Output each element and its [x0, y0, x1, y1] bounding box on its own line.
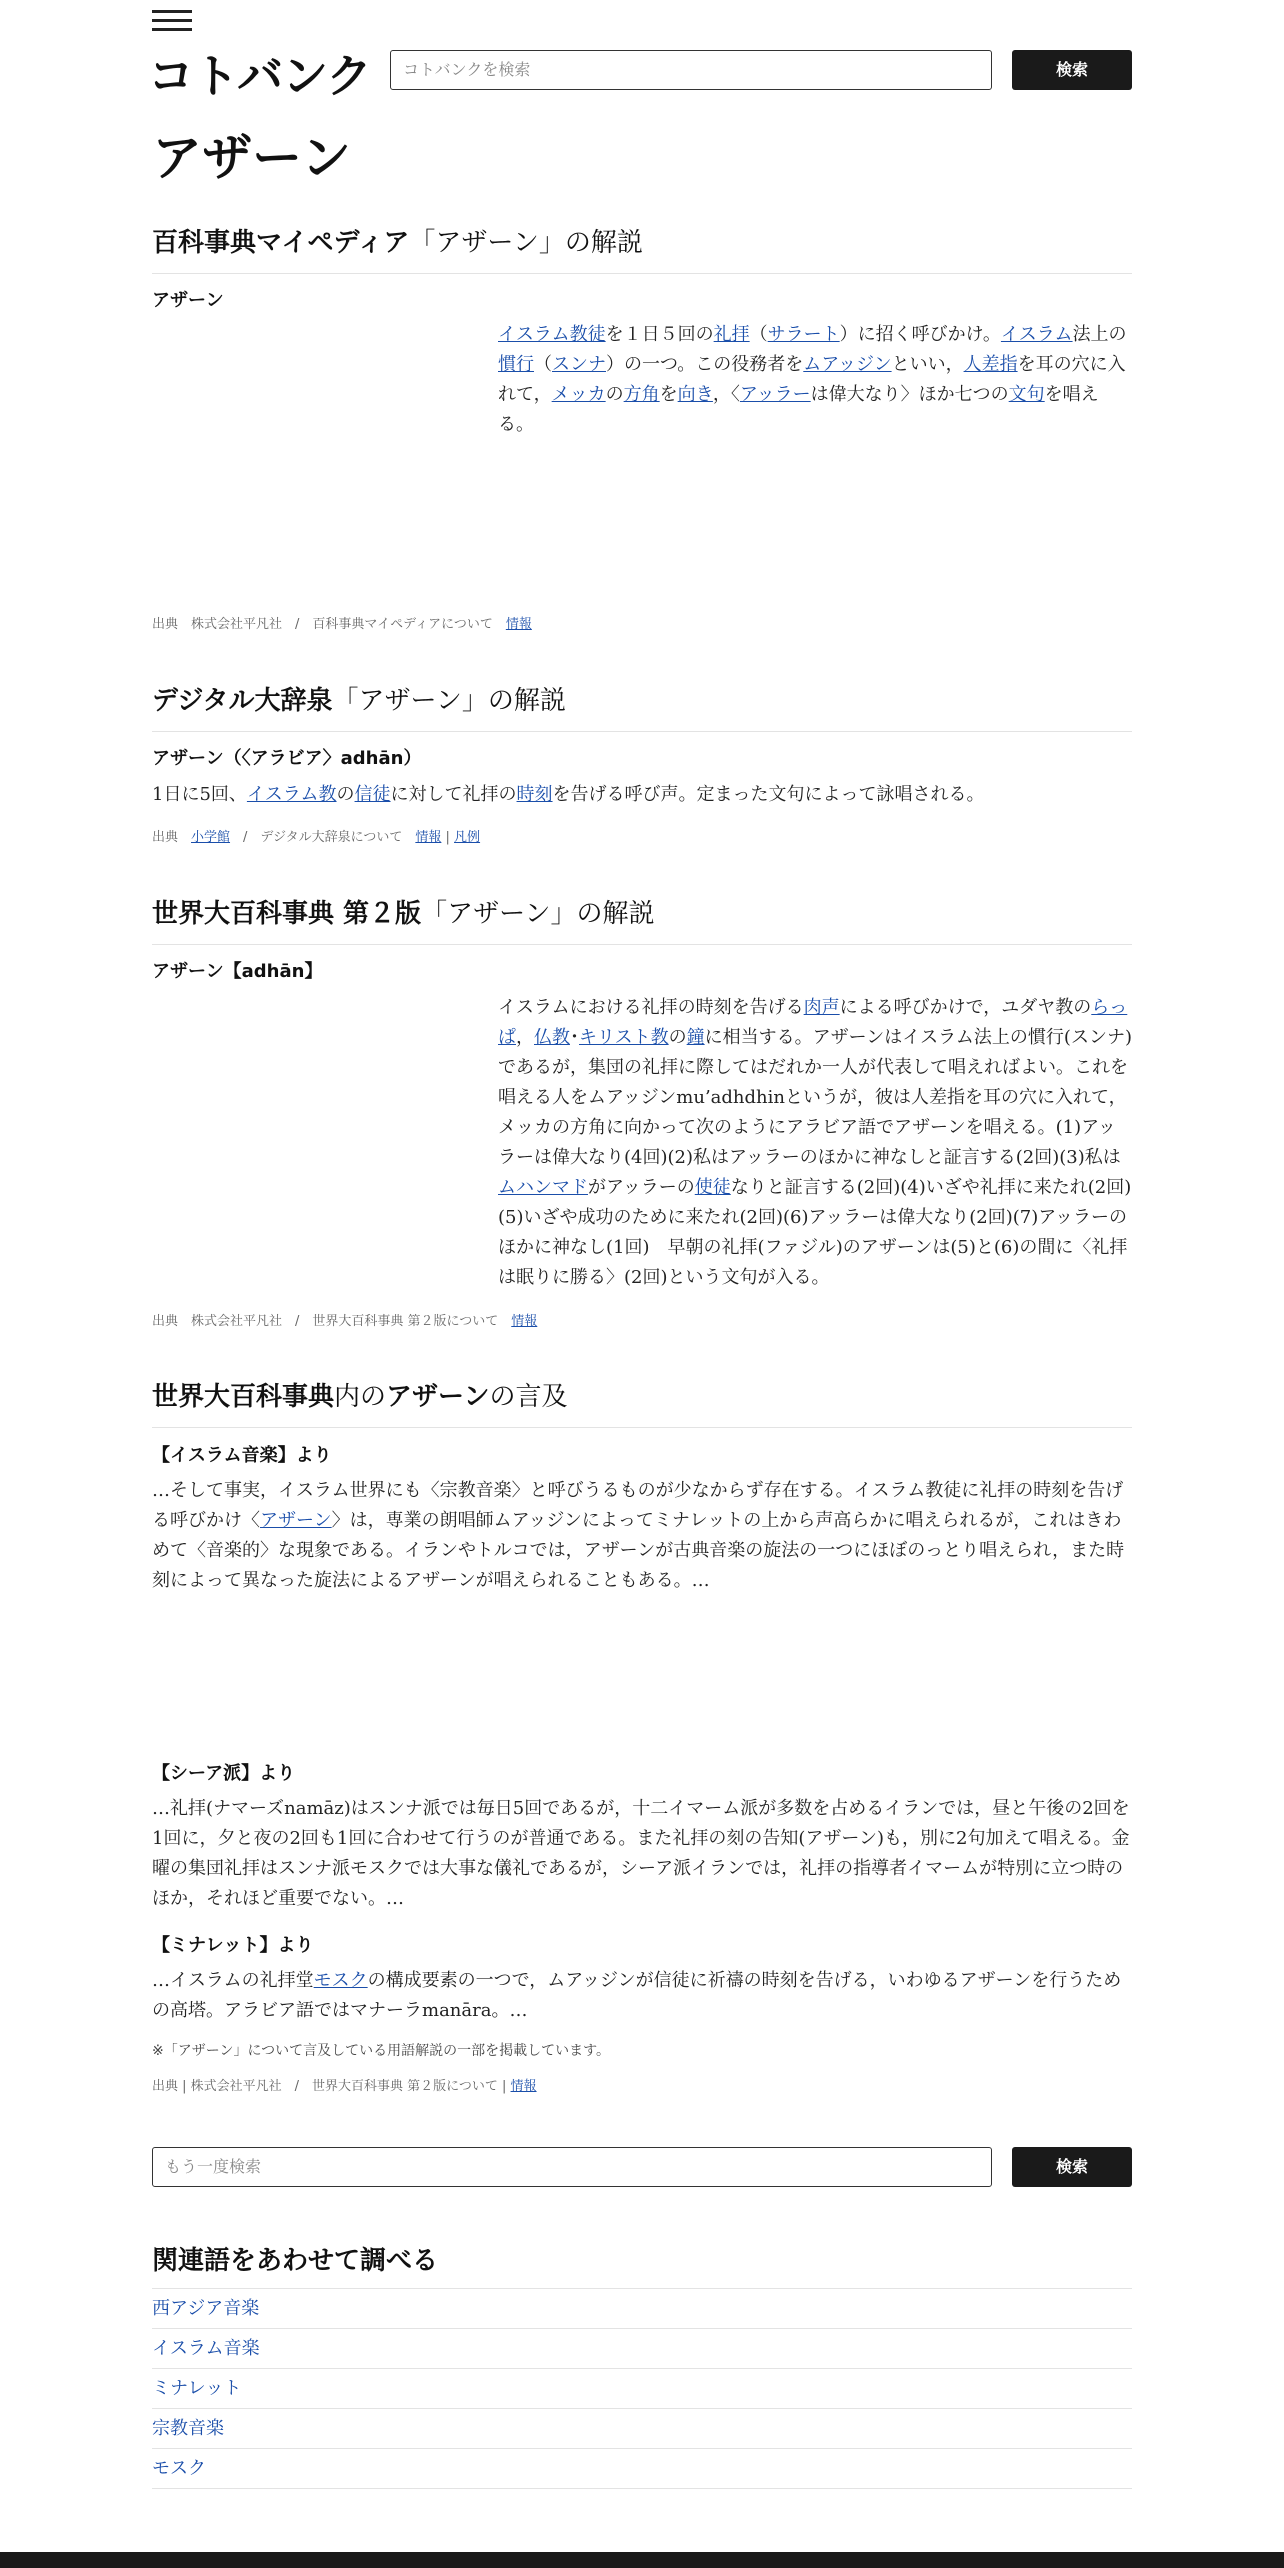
inline-text: イスラムにおける礼拝の時刻を告げる: [498, 997, 804, 1018]
inline-link[interactable]: メッカ: [551, 384, 606, 405]
inline-text: 〉は，専業の朗唱師ムアッジンによってミナレットの上から声高らかに唱えられるが，これはきわめて〈音楽的〉な現象である。イランやトルコでは，アザーンが古典音楽の旋法の一つにほぼのっとり唱えられ，また時刻によって異なった旋法によるアザーンが唱えられることもある。…: [152, 1510, 1125, 1591]
inline-text: （: [534, 354, 552, 375]
section-suffix: 「アザーン」の解説: [421, 899, 655, 929]
site-logo[interactable]: コトバンク: [148, 49, 372, 103]
inline-text: / デジタル大辞泉について: [230, 830, 416, 845]
inline-link[interactable]: 凡例: [454, 830, 481, 845]
source-line: [152, 1310, 537, 1329]
inline-link[interactable]: ムアッジン: [803, 354, 892, 375]
inline-link[interactable]: 礼拝: [713, 324, 750, 345]
dict-name: デジタル大辞泉: [152, 686, 333, 716]
inline-text: を: [659, 384, 678, 405]
inline-text: の構成要素の一つで，ムアッジンが信徒に祈禱の時刻を告げる，いわゆるアザーンを行うための高塔。アラビア語ではマナーラmanāra。…: [152, 1970, 1122, 2021]
section-title-mypedia: [152, 222, 1132, 274]
mention-heading: 【ミナレット】より: [152, 1935, 314, 1956]
inline-text: 法上の: [1072, 324, 1127, 345]
inline-link[interactable]: イスラム教徒: [498, 324, 606, 345]
mention-heading: 【イスラム音楽】より: [152, 1445, 332, 1466]
inline-link[interactable]: 情報: [510, 2079, 537, 2094]
inline-link[interactable]: 鐘: [686, 1027, 705, 1048]
bottom-search-input[interactable]: もう一度検索: [152, 2147, 992, 2187]
inline-link[interactable]: 信徒: [354, 784, 391, 805]
inline-link[interactable]: モスク: [313, 1970, 368, 1991]
related-item[interactable]: イスラム音楽: [152, 2329, 1132, 2369]
inline-text: ）に招く呼びかけ。: [839, 324, 1001, 345]
search-button[interactable]: 検索: [1012, 50, 1132, 90]
section-suffix: 「アザーン」の解説: [332, 686, 566, 716]
inline-text: 1日に5回、: [152, 784, 247, 805]
inline-link[interactable]: 肉声: [803, 997, 840, 1018]
source-line: [152, 826, 480, 845]
definition-text: [152, 780, 1132, 810]
inline-text: ）の一つ。この役務者を: [606, 354, 804, 375]
related-list: [152, 2288, 1132, 2489]
related-item[interactable]: 宗教音楽: [152, 2409, 1132, 2449]
inline-link[interactable]: スンナ: [552, 354, 606, 375]
inline-text: の: [336, 784, 355, 805]
related-item[interactable]: 西アジア音楽: [152, 2289, 1132, 2329]
inline-link[interactable]: アザーン: [260, 1510, 332, 1531]
term-heading: アザーン（〈アラビア〉adhān）: [152, 748, 422, 769]
inline-link[interactable]: サラート: [767, 324, 840, 345]
inline-text: ･: [570, 1027, 579, 1048]
inline-text: の: [605, 384, 624, 405]
section-title-daijisen: [152, 680, 1132, 732]
inline-link[interactable]: らっぱ: [498, 997, 1128, 1048]
inline-link[interactable]: イスラム教: [246, 784, 337, 805]
inline-link[interactable]: ムハンマド: [498, 1177, 588, 1198]
mention-text: [152, 1794, 1132, 1914]
inline-text: ，: [516, 1027, 534, 1048]
inline-text: といい，: [891, 354, 964, 375]
definition-text: [498, 993, 1132, 1293]
source-line: [152, 2075, 537, 2094]
mention-note: ※「アザーン」について言及している用語解説の一部を掲載しています。: [152, 2043, 611, 2059]
footer-bar: [0, 2552, 1284, 2568]
inline-text: を告げる呼び声。定まった文句によって詠唱される。: [552, 784, 985, 805]
mention-text: [152, 1476, 1132, 1596]
inline-link[interactable]: 情報: [511, 1314, 538, 1329]
dict-name: 世界大百科事典: [152, 1382, 335, 1412]
inline-text: 出典 | 株式会社平凡社 / 世界大百科事典 第２版について |: [152, 2079, 511, 2094]
inline-link[interactable]: 時刻: [516, 784, 553, 805]
inline-text: の: [668, 1027, 687, 1048]
related-item[interactable]: モスク: [152, 2449, 1132, 2489]
inline-text: ，〈: [712, 384, 740, 405]
related-title: 関連語をあわせて調べる: [152, 2246, 439, 2276]
inline-text: …イスラムの礼拝堂: [152, 1970, 314, 1991]
inline-text: を１日５回の: [605, 324, 714, 345]
inline-text: による呼びかけで，ユダヤ教の: [839, 997, 1092, 1018]
related-item[interactable]: ミナレット: [152, 2369, 1132, 2409]
dict-name: 世界大百科事典 第２版: [152, 899, 422, 929]
inline-text: は偉大なり〉ほか七つの: [810, 384, 1009, 405]
inline-link[interactable]: 向き: [677, 384, 713, 405]
inline-link[interactable]: 情報: [505, 617, 532, 632]
section-title-mentions: [152, 1376, 1132, 1428]
inline-link[interactable]: 慣行: [498, 354, 534, 375]
inline-text: に対して礼拝の: [390, 784, 517, 805]
mention-heading: 【シーア派】より: [152, 1763, 296, 1784]
mention-mid: 内の: [334, 1382, 387, 1412]
inline-link[interactable]: 情報: [415, 830, 442, 845]
inline-text: に相当する。アザーンはイスラム法上の慣行(スンナ)であるが，集団の礼拝に際してはだれか一人が代表して唱えればよい。これを唱える人をムアッジンmu’adhdhinというが，彼は人差指を耳の穴に入れて，メッカの方角に向かって次のようにアラビア語でアザーンを唱える。(1)アッラーは偉大なり(4回)(2)私はアッラーのほかに神なしと証言する(2回)(3)私は: [498, 1027, 1132, 1168]
section-suffix: の言及: [489, 1382, 568, 1412]
section-title-sekai: [152, 893, 1132, 945]
inline-link[interactable]: 方角: [623, 384, 660, 405]
inline-link[interactable]: 小学館: [191, 830, 231, 845]
bottom-search-button[interactable]: 検索: [1012, 2147, 1132, 2187]
inline-text: なりと証言する(2回)(4)いざや礼拝に来たれ(2回)(5)いざや成功のために来たれ(2回)(6)アッラーは偉大なり(2回)(7)アッラーのほかに神なし(1回) 早朝の礼拝(ファジル)のアザーンは(5)と(6)の間に〈礼拝は眠りに勝る〉(2回)という文句が入る。: [498, 1177, 1132, 1288]
search-input[interactable]: コトバンクを検索: [390, 50, 992, 90]
dict-name: 百科事典マイペディア: [152, 228, 410, 258]
inline-text: （: [749, 324, 768, 345]
inline-link[interactable]: 文句: [1008, 384, 1045, 405]
page-title: アザーン: [152, 129, 351, 187]
inline-text: …そして事実，イスラム世界にも〈宗教音楽〉と呼びうるものが少なからず存在する。イスラム教徒に礼拝の時刻を告げる呼びかけ〈: [152, 1480, 1124, 1531]
inline-text: …礼拝(ナマーズnamāz)はスンナ派では毎日5回であるが，十二イマーム派が多数を占めるイランでは，昼と午後の2回を1回に，夕と夜の2回も1回に合わせて行うのが普通である。また礼拝の刻の告知(アザーン)も，別に2句加えて唱える。金曜の集団礼拝はスンナ派モスクでは大事な儀礼であるが，シーア派イランでは，礼拝の指導者イマームが特別に立つ時のほか，それほど重要でない。…: [152, 1798, 1130, 1909]
inline-text: を耳の穴に入れて，: [498, 354, 1126, 405]
mention-term: アザーン: [386, 1382, 490, 1412]
term-heading: アザーン【adhān】: [152, 961, 323, 982]
inline-text: 出典: [152, 830, 192, 845]
inline-text: を唱える。: [498, 384, 1099, 435]
source-line: [152, 613, 532, 632]
inline-text: 出典 株式会社平凡社 / 世界大百科事典 第２版について: [152, 1314, 512, 1329]
inline-text: |: [441, 830, 455, 845]
inline-link[interactable]: 使徒: [694, 1177, 731, 1198]
inline-text: 出典 株式会社平凡社 / 百科事典マイペディアについて: [152, 617, 506, 632]
inline-text: がアッラーの: [588, 1177, 695, 1198]
inline-link[interactable]: イスラム: [1000, 324, 1073, 345]
inline-link[interactable]: アッラー: [739, 384, 811, 405]
section-suffix: 「アザーン」の解説: [409, 228, 643, 258]
inline-link[interactable]: 仏教: [534, 1027, 570, 1048]
definition-text: [498, 320, 1132, 440]
inline-link[interactable]: キリスト教: [579, 1027, 669, 1048]
inline-link[interactable]: 人差指: [963, 354, 1018, 375]
term-heading: アザーン: [152, 290, 224, 311]
menu-icon[interactable]: [152, 10, 192, 32]
mention-text: [152, 1966, 1132, 2026]
